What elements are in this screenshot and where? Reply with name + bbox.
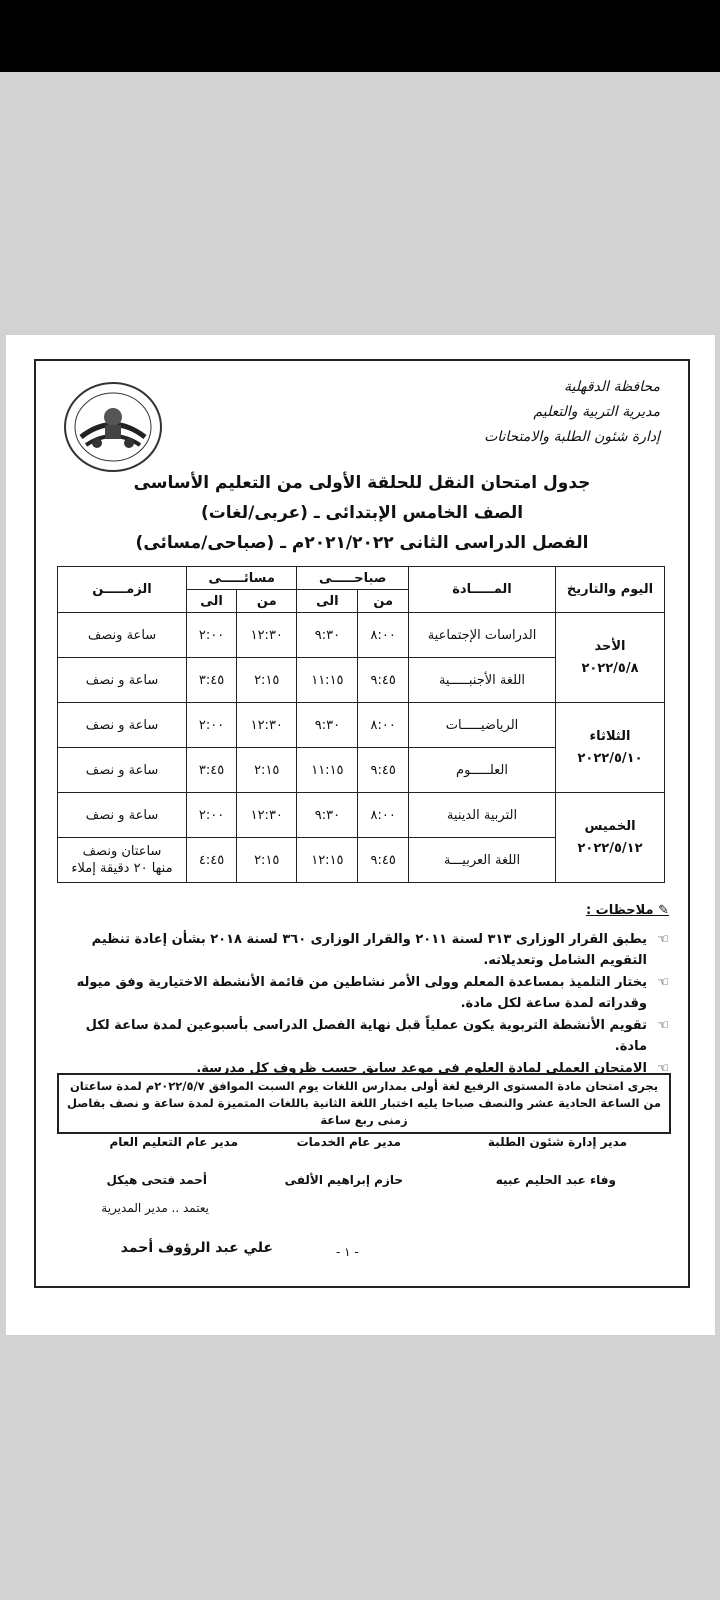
duration-cell: ساعة ونصف [58, 613, 187, 658]
signature-title: مدير عام الخدمات [296, 1135, 401, 1149]
note-text: يختار التلميذ بمساعدة المعلم وولى الأمر نشاطين من قائمة الأنشطة الاختيارية وفق ميوله وقدراته لمدة ساعة لكل مادة. [76, 975, 647, 1011]
evening-from: ١٢:٣٠ [237, 793, 297, 838]
letterhead-line: مديرية التربية والتعليم [533, 404, 660, 420]
evening-to: ٢:٠٠ [187, 793, 237, 838]
day-date: ٢٠٢٢/٥/١٢ [577, 840, 643, 856]
subject-cell: التربية الدينية [409, 793, 556, 838]
title-line-1: جدول امتحان النقل للحلقة الأولى من التعليم الأساسى [133, 473, 591, 493]
header-evening-from: من [237, 590, 297, 613]
evening-from: ١٢:٣٠ [237, 703, 297, 748]
header-duration: الزمـــــن [58, 567, 187, 613]
day-name: الخميس [584, 818, 636, 834]
signature-name: حازم إبراهيم الألفى [284, 1173, 403, 1187]
duration-cell: ساعة و نصف [58, 793, 187, 838]
day-date: ٢٠٢٢/٥/١٠ [577, 750, 643, 766]
evening-to: ٢:٠٠ [187, 703, 237, 748]
header-morning-from: من [358, 590, 409, 613]
exam-schedule-table [57, 566, 665, 883]
day-date: ٢٠٢٢/٥/٨ [581, 660, 639, 676]
note-item [69, 929, 669, 971]
day-cell [556, 793, 665, 883]
notes-title [69, 900, 669, 921]
letterhead-line: إدارة شئون الطلبة والامتحانات [484, 429, 660, 445]
morning-to: ٩:٣٠ [297, 793, 358, 838]
note-text: الامتحان العملى لمادة العلوم فى موعد سابق حسب ظروف كل مدرسة. [196, 1061, 647, 1076]
title-line-3: الفصل الدراسى الثانى ٢٠٢١/٢٠٢٢م ـ (صباحى/مسائى) [135, 533, 589, 553]
day-cell [556, 613, 665, 703]
evening-to: ٣:٤٥ [187, 748, 237, 793]
header-evening-to: الى [187, 590, 237, 613]
evening-to: ٣:٤٥ [187, 658, 237, 703]
morning-from: ٩:٤٥ [358, 748, 409, 793]
evening-from: ٢:١٥ [237, 838, 297, 883]
morning-to: ١٢:١٥ [297, 838, 358, 883]
duration-cell: ساعة و نصف [58, 658, 187, 703]
duration-cell: ساعة و نصف [58, 703, 187, 748]
evening-from: ٢:١٥ [237, 748, 297, 793]
morning-to: ٩:٣٠ [297, 613, 358, 658]
page-number: - ١ - [336, 1245, 359, 1259]
subject-cell: الرياضيـــــات [409, 703, 556, 748]
table-row [58, 613, 665, 658]
title-line-2: الصف الخامس الإبتدائى ـ (عربى/لغات) [200, 503, 524, 523]
evening-from: ١٢:٣٠ [237, 613, 297, 658]
note-item [69, 972, 669, 1014]
morning-to: ١١:١٥ [297, 658, 358, 703]
letterhead [470, 375, 660, 450]
arrow-bullet-icon: ☜ [657, 1061, 669, 1076]
signature-title: مدير عام التعليم العام [109, 1135, 238, 1149]
evening-to: ٢:٠٠ [187, 613, 237, 658]
header-subject: المـــــادة [409, 567, 556, 613]
morning-from: ٨:٠٠ [358, 613, 409, 658]
subject-cell: الدراسات الإجتماعية [409, 613, 556, 658]
pen-icon: ✎ [653, 903, 669, 918]
morning-from: ٩:٤٥ [358, 838, 409, 883]
director-name: علي عبد الرؤوف أحمد [120, 1240, 273, 1256]
status-bar [0, 0, 720, 72]
header-morning: صباحـــــى [297, 567, 409, 590]
signature-name: أحمد فتحى هيكل [106, 1173, 207, 1187]
morning-to: ١١:١٥ [297, 748, 358, 793]
day-name: الأحد [594, 638, 626, 654]
subject-cell: اللغة العربيـــة [409, 838, 556, 883]
note-text: يطبق القرار الوزارى ٣١٣ لسنة ٢٠١١ والقرار الوزارى ٣٦٠ لسنة ٢٠١٨ بشأن إعادة تنظيم التقويم الشامل وتعديلاته. [91, 932, 647, 968]
evening-to: ٤:٤٥ [187, 838, 237, 883]
document-page [6, 335, 715, 1335]
table-row [58, 703, 665, 748]
note-text: تقويم الأنشطة التربوية يكون عملياً قبل نهاية الفصل الدراسى بأسبوعين لمدة ساعة لكل مادة. [85, 1018, 647, 1054]
duration-cell: ساعة و نصف [58, 748, 187, 793]
morning-to: ٩:٣٠ [297, 703, 358, 748]
notes-section [69, 900, 669, 1080]
subject-cell: العلـــــوم [409, 748, 556, 793]
day-cell [556, 703, 665, 793]
letterhead-line: محافظة الدقهلية [564, 379, 660, 395]
day-name: الثلاثاء [589, 728, 631, 744]
arrow-bullet-icon: ☜ [657, 975, 669, 990]
header-day: اليوم والتاريخ [556, 567, 665, 613]
morning-from: ٩:٤٥ [358, 658, 409, 703]
arrow-bullet-icon: ☜ [657, 932, 669, 947]
subject-cell: اللغة الأجنبـــــية [409, 658, 556, 703]
signature-title: مدير إدارة شئون الطلبة [487, 1135, 627, 1149]
header-morning-to: الى [297, 590, 358, 613]
arrow-bullet-icon: ☜ [657, 1018, 669, 1033]
duration-main: ساعتان ونصف [82, 844, 162, 859]
approval-label: يعتمد .. مدير المديرية [101, 1201, 209, 1215]
duration-cell [58, 838, 187, 883]
notice-line-2: من الساعة الحادية عشر والنصف صباحا يليه اختبار اللغة الثانية باللغات المتميزة لمدة ساعة و نصف بفاصل زمنى ربع ساعة [67, 1096, 661, 1127]
evening-from: ٢:١٥ [237, 658, 297, 703]
header-evening: مسائـــــى [187, 567, 297, 590]
morning-from: ٨:٠٠ [358, 793, 409, 838]
governorate-logo-icon [61, 377, 166, 475]
note-item [69, 1015, 669, 1057]
notice-line-1: يجرى امتحان مادة المستوى الرفيع لغة أولى بمدارس اللغات يوم السبت الموافق ٢٠٢٢/٥/٧م لمدة ساعتان [69, 1079, 659, 1093]
table-row [58, 793, 665, 838]
morning-from: ٨:٠٠ [358, 703, 409, 748]
notes-title-text: ملاحظات : [585, 903, 654, 918]
duration-note: منها ٢٠ دقيقة إملاء [71, 861, 173, 876]
notice-box [57, 1073, 671, 1134]
signature-name: وفاء عبد الحليم عبيه [495, 1173, 616, 1187]
